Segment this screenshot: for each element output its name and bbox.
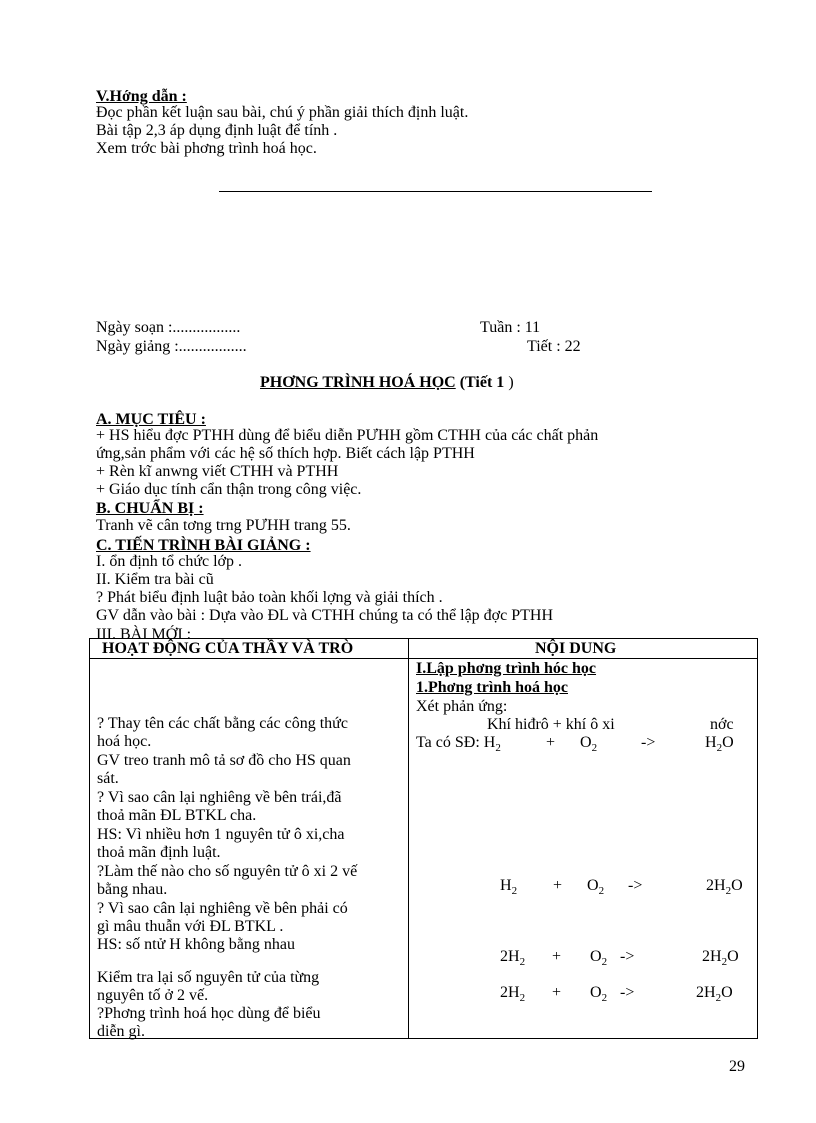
section-b-line: Tranh vẽ cân tơng trng PƯHH trang 55. bbox=[96, 517, 351, 534]
left-line: HS: số ntử H không bằng nhau bbox=[97, 936, 295, 953]
section-divider bbox=[219, 191, 652, 192]
section-c-line: ? Phát biểu định luật bảo toàn khối lợng và giải thích . bbox=[96, 589, 443, 606]
right-heading-1: I.Lập phơng trình hóc học bbox=[416, 660, 597, 677]
left-line: diễn gì. bbox=[97, 1023, 145, 1040]
eq2-arrow: -> bbox=[620, 948, 635, 965]
word-product: nớc bbox=[710, 716, 734, 733]
left-line: ? Vì sao cân lại nghiêng về bên trái,đã bbox=[97, 789, 342, 806]
section-c-line: I. ổn định tổ chức lớp . bbox=[96, 553, 242, 570]
period: Tiết : 22 bbox=[527, 338, 581, 355]
teach-date: Ngày giảng :................. bbox=[96, 338, 247, 355]
page-title bbox=[260, 374, 514, 392]
sd-arrow: -> bbox=[641, 734, 656, 751]
left-line: gì mâu thuẫn với ĐL BTKL . bbox=[97, 918, 284, 935]
left-line: thoả mãn ĐL BTKL cha. bbox=[97, 807, 257, 824]
sd-plus: + bbox=[546, 734, 556, 751]
guide-line-2: Bài tập 2,3 áp dụng định luật để tính . bbox=[96, 122, 338, 139]
eq2-o2: $O_2$ bbox=[590, 948, 608, 969]
eq3-o2: $O_2$ bbox=[590, 984, 608, 1005]
guide-line-1: Đọc phần kết luận sau bài, chú ý phần giải thích định luật. bbox=[96, 104, 469, 121]
left-line: hoá học. bbox=[97, 733, 152, 750]
left-line: ? Vì sao cân lại nghiêng về bên phải có bbox=[97, 900, 348, 917]
guide-heading: V.Hớng dẫn : bbox=[96, 88, 187, 105]
guide-line-3: Xem trớc bài phơng trình hoá học. bbox=[96, 140, 317, 157]
eq1-h2o: $2H_2O$ bbox=[706, 877, 743, 898]
section-a-line: + Giáo dục tính cẩn thận trong công việc. bbox=[96, 481, 362, 498]
left-line: sát. bbox=[97, 770, 119, 787]
eq3-reactant-h2: $2H_2$ bbox=[500, 984, 526, 1005]
section-b-heading: B. CHUẨN BỊ : bbox=[96, 500, 204, 517]
title-suffix: (Tiết 1 bbox=[459, 374, 505, 391]
col2-header: NỘI DUNG bbox=[535, 640, 617, 657]
left-line: nguyên tố ở 2 vế. bbox=[97, 987, 209, 1004]
sd-reactant-h2: Ta có SĐ: $H_2$ bbox=[416, 734, 501, 755]
prep-date: Ngày soạn :................. bbox=[96, 319, 241, 336]
sd-h2o: $H_2O$ bbox=[705, 734, 734, 755]
sd-label: Ta có SĐ: H bbox=[416, 734, 496, 751]
eq1-reactant-h2: $H_2$ bbox=[500, 877, 518, 898]
section-a-heading: A. MỤC TIÊU : bbox=[96, 411, 206, 428]
eq1-o2: $O_2$ bbox=[587, 877, 605, 898]
eq2-h2o: $2H_2O$ bbox=[702, 948, 739, 969]
week: Tuần : 11 bbox=[480, 319, 541, 336]
section-a-line: + HS hiểu đợc PTHH dùng để biểu diễn PƯHH gồm CTHH của các chất phản bbox=[96, 427, 599, 444]
left-line: Kiểm tra lại số nguyên tử của từng bbox=[97, 969, 320, 986]
eq1-plus: + bbox=[553, 877, 563, 894]
section-c-line: GV dẫn vào bài : Dựa vào ĐL và CTHH chúng ta có thể lập đợc PTHH bbox=[96, 607, 554, 624]
left-line: ? Thay tên các chất bằng các công thức bbox=[97, 715, 348, 732]
eq1-arrow: -> bbox=[628, 877, 643, 894]
title-main: PHƠNG TRÌNH HOÁ HỌC bbox=[260, 374, 456, 391]
title-suffix-close: ) bbox=[504, 374, 514, 391]
eq2-reactant-h2: $2H_2$ bbox=[500, 948, 526, 969]
col1-header: HOẠT ĐỘNG CỦA THẦY VÀ TRÒ bbox=[102, 640, 354, 657]
sd-o2: $O_2$ bbox=[580, 734, 598, 755]
left-line: bằng nhau. bbox=[97, 881, 168, 898]
section-a-line: + Rèn kĩ anwng viết CTHH và PTHH bbox=[96, 463, 339, 480]
eq3-plus: + bbox=[552, 984, 562, 1001]
left-line: ?Làm thế nào cho số nguyên tử ô xi 2 vế bbox=[97, 863, 358, 880]
section-c-line: II. Kiểm tra bài cũ bbox=[96, 571, 214, 588]
eq2-plus: + bbox=[552, 948, 562, 965]
section-c-heading: C. TIẾN TRÌNH BÀI GIẢNG : bbox=[96, 537, 311, 554]
page-number: 29 bbox=[729, 1058, 745, 1075]
lesson-table bbox=[89, 638, 758, 1039]
eq3-h2o: $2H_2O$ bbox=[696, 984, 733, 1005]
section-a-line: ứng,sản phẩm với các hệ số thích hợp. Biết cách lập PTHH bbox=[96, 445, 475, 462]
left-line: GV treo tranh mô tả sơ đồ cho HS quan bbox=[97, 752, 351, 769]
left-line: ?Phơng trình hoá học dùng để biểu bbox=[97, 1005, 321, 1022]
react-label: Xét phản ứng: bbox=[416, 698, 508, 715]
right-heading-2: 1.Phơng trình hoá học bbox=[416, 679, 568, 696]
word-equation: Khí hiđrô + khí ô xi bbox=[487, 716, 615, 733]
table-column-divider bbox=[408, 639, 409, 1038]
left-line: HS: Vì nhiều hơn 1 nguyên tử ô xi,cha bbox=[97, 826, 345, 843]
table-header-divider bbox=[90, 658, 757, 659]
eq3-arrow: -> bbox=[620, 984, 635, 1001]
left-line: thoả mãn định luật. bbox=[97, 844, 221, 861]
section-c-line: III. BÀI MỚI : bbox=[96, 626, 192, 643]
